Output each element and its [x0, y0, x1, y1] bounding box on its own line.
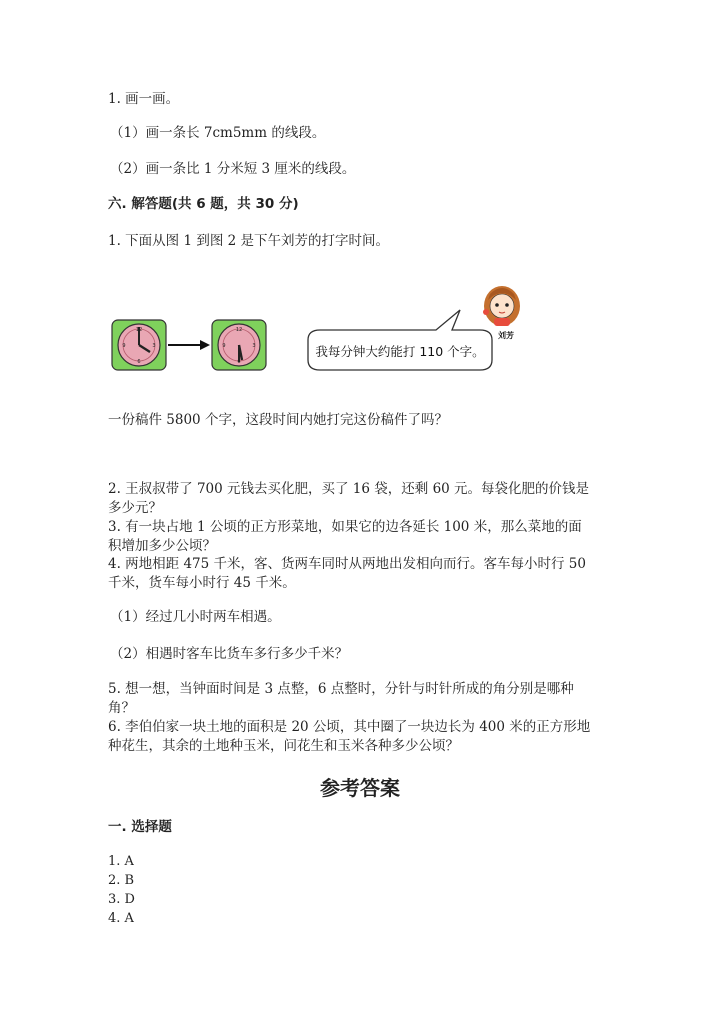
- svg-text:12: 12: [235, 327, 243, 333]
- word-problem-6-line-2: 种花生，其余的土地种玉米，问花生和玉米各种多少公顷？: [108, 738, 459, 754]
- word-problem-5-line-1: 5. 想一想，当钟面时间是 3 点整，6 点整时，分针与时针所成的角分别是哪种: [108, 681, 574, 697]
- question-1-draw: 1. 画一画。: [108, 91, 180, 107]
- question-1-part-2: （2）画一条比 1 分米短 3 厘米的线段。: [110, 161, 356, 177]
- word-problem-4-part-1: （1）经过几小时两车相遇。: [110, 609, 281, 625]
- answers-section-1-heading: 一. 选择题: [108, 819, 172, 835]
- word-problem-4-part-2: （2）相遇时客车比货车多行多少千米？: [110, 646, 349, 662]
- answer-item: 1. A: [108, 854, 134, 869]
- answers-title: 参考答案: [320, 776, 400, 800]
- word-problem-1: 1. 下面从图 1 到图 2 是下午刘芳的打字时间。: [108, 233, 390, 249]
- svg-text:3: 3: [252, 343, 256, 349]
- word-problem-4-line-1: 4. 两地相距 475 千米，客、货两车同时从两地出发相向而行。客车每小时行 50: [108, 556, 586, 572]
- clock-2-icon: [212, 320, 266, 370]
- word-problem-3-line-1: 3. 有一块占地 1 公顷的正方形菜地，如果它的边各延长 100 米，那么菜地的面: [108, 519, 582, 535]
- word-problem-2-line-2: 多少元？: [108, 500, 162, 516]
- speech-text: 我每分钟大约能打 110 个字。: [315, 344, 485, 359]
- word-problem-3-line-2: 积增加多少公顷？: [108, 538, 216, 554]
- speech-bubble: [308, 310, 492, 370]
- answer-item: 3. D: [108, 892, 135, 907]
- svg-text:3: 3: [152, 343, 156, 349]
- word-problem-1-question: 一份稿件 5800 个字，这段时间内她打完这份稿件了吗？: [108, 412, 448, 428]
- girl-name-label: 刘芳: [498, 331, 514, 340]
- question-1-part-1: （1）画一条长 7cm5mm 的线段。: [110, 125, 326, 141]
- svg-text:9: 9: [122, 343, 126, 349]
- svg-text:12: 12: [135, 327, 143, 333]
- typing-time-figure: [108, 272, 514, 380]
- svg-text:6: 6: [137, 359, 141, 365]
- word-problem-6-line-1: 6. 李伯伯家一块土地的面积是 20 公顷，其中圈了一块边长为 400 米的正方形地: [108, 719, 591, 735]
- answer-item: 4. A: [108, 911, 134, 926]
- section-6-heading: 六. 解答题(共 6 题，共 30 分): [108, 196, 299, 212]
- word-problem-5-line-2: 角？: [108, 700, 135, 716]
- arrow-icon: [168, 340, 210, 350]
- word-problem-2-line-1: 2. 王叔叔带了 700 元钱去买化肥，买了 16 袋，还剩 60 元。每袋化肥的价钱是: [108, 481, 590, 497]
- svg-text:6: 6: [237, 359, 241, 365]
- svg-text:9: 9: [222, 343, 226, 349]
- answer-item: 2. B: [108, 873, 135, 888]
- clock-1-icon: [112, 320, 166, 370]
- word-problem-4-line-2: 千米，货车每小时行 45 千米。: [108, 575, 296, 591]
